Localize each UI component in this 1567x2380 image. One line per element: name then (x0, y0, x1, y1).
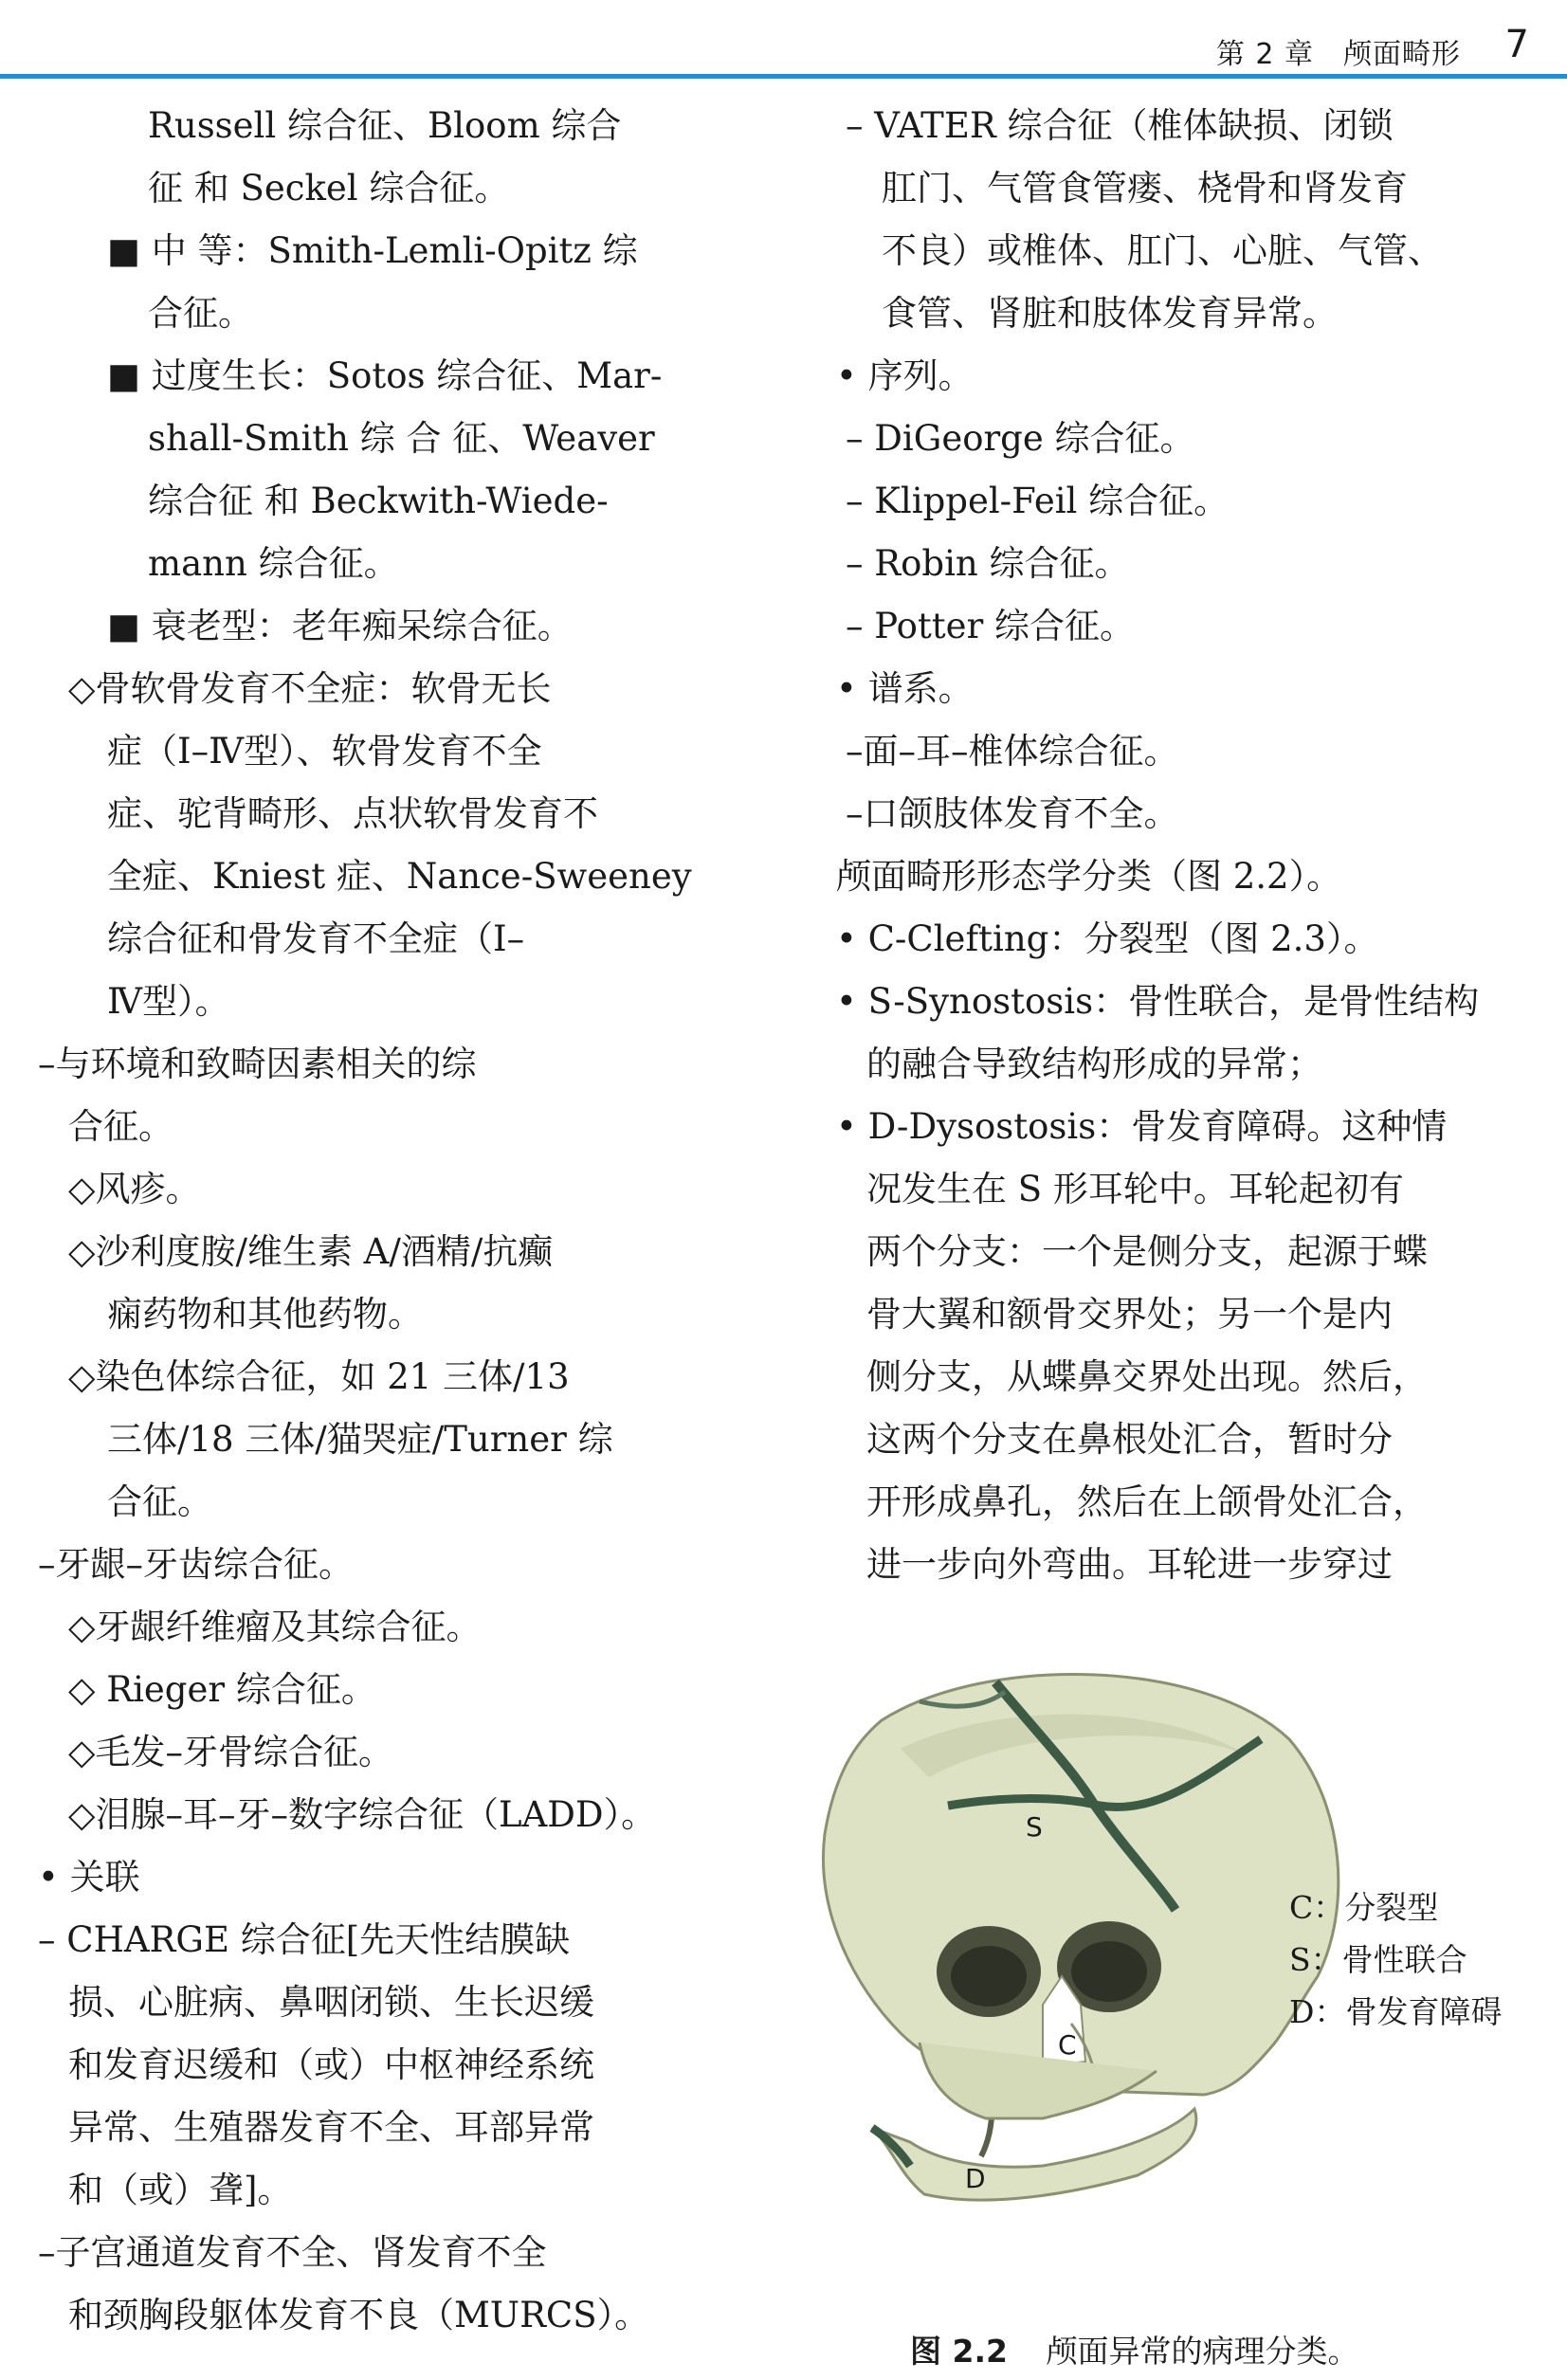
text-line: 合征。 (107, 1481, 212, 1522)
marker-s: S (1026, 1811, 1043, 1843)
right-column (836, 95, 1533, 1596)
text-line: –牙龈–牙齿综合征。 (38, 1544, 354, 1585)
text-line: 这两个分支在鼻根处汇合，暂时分 (866, 1419, 1393, 1460)
text-line: 综合征 和 Beckwith-Wiede- (148, 481, 609, 521)
text-line: 痫药物和其他药物。 (107, 1294, 423, 1335)
text-line: 骨大翼和额骨交界处；另一个是内 (866, 1294, 1393, 1335)
text-line: 侧分支，从蝶鼻交界处出现。然后， (866, 1356, 1428, 1397)
text-line: 综合征和骨发育不全症（Ⅰ– (107, 918, 525, 959)
text-line: 和颈胸段躯体发育不良（MURCS）。 (68, 2295, 650, 2335)
text-line: • S-Synostosis：骨性联合，是骨性结构 (836, 981, 1480, 1022)
text-line: 损、心脏病、鼻咽闭锁、生长迟缓 (68, 1982, 594, 2023)
text-line: ◇染色体综合征，如 21 三体/13 (68, 1356, 570, 1397)
page-header (0, 19, 1567, 80)
text-line: 三体/18 三体/猫哭症/Turner 综 (107, 1419, 613, 1460)
text-line: 不良）或椎体、肛门、心脏、气管、 (882, 230, 1443, 271)
text-line: –面–耳–椎体综合征。 (846, 731, 1179, 772)
text-line: ◇牙龈纤维瘤及其综合征。 (68, 1607, 482, 1647)
text-line: • C-Clefting：分裂型（图 2.3）。 (836, 918, 1379, 959)
left-column (38, 95, 711, 2347)
text-line: –子宫通道发育不全、肾发育不全 (38, 2232, 547, 2273)
text-line: • 关联 (38, 1857, 140, 1898)
text-line: 和（或）聋]。 (68, 2170, 293, 2210)
chapter-title: 第 2 章 颅面畸形 (1215, 38, 1461, 71)
text-line: 和发育迟缓和（或）中枢神经系统 (68, 2044, 594, 2085)
text-line: 的融合导致结构形成的异常； (866, 1044, 1322, 1084)
text-line: – CHARGE 综合征[先天性结膜缺 (38, 1919, 571, 1960)
text-line: – Robin 综合征。 (846, 543, 1130, 584)
text-line: –口颌肢体发育不全。 (846, 793, 1179, 834)
text-line: Russell 综合征、Bloom 综合 (148, 105, 622, 146)
text-line: mann 综合征。 (148, 543, 399, 584)
text-line: ◇沙利度胺/维生素 A/酒精/抗癫 (68, 1231, 554, 1272)
figure-caption (910, 2327, 1358, 2371)
text-line: Ⅳ型）。 (107, 981, 230, 1022)
text-line: 合征。 (68, 1106, 173, 1147)
text-line: ◇泪腺–耳–牙–数字综合征（LADD）。 (68, 1794, 657, 1835)
text-line: –与环境和致畸因素相关的综 (38, 1044, 477, 1084)
mandible-shape (872, 2109, 1196, 2200)
text-line: – VATER 综合征（椎体缺损、闭锁 (846, 105, 1394, 146)
legend-item-s: S：骨性联合 (1289, 1941, 1467, 1978)
text-line: ■ 中 等：Smith-Lemli-Opitz 综 (107, 230, 638, 271)
text-line: ◇ Rieger 综合征。 (68, 1669, 376, 1710)
text-line: 全症、Kniest 症、Nance-Sweeney (107, 856, 692, 897)
text-line: 进一步向外弯曲。耳轮进一步穿过 (866, 1544, 1393, 1585)
text-line: 两个分支：一个是侧分支，起源于蝶 (866, 1231, 1428, 1272)
text-line: shall-Smith 综 合 征、Weaver (148, 418, 655, 459)
text-line: – DiGeorge 综合征。 (846, 418, 1195, 459)
text-line: ◇风疹。 (68, 1169, 201, 1209)
figure-label: 图 2.2 (910, 2333, 1008, 2370)
marker-d: D (965, 2163, 986, 2194)
text-line: ■ 过度生长：Sotos 综合征、Mar- (107, 355, 663, 396)
legend-item-d: D：骨发育障碍 (1289, 1993, 1503, 2030)
text-line: 症、驼背畸形、点状软骨发育不 (107, 793, 598, 834)
page-number: 7 (1504, 23, 1529, 66)
text-line: – Klippel-Feil 综合征。 (846, 481, 1230, 521)
text-line: – Potter 综合征。 (846, 606, 1136, 646)
text-line: • D-Dysostosis：骨发育障碍。这种情 (836, 1106, 1448, 1147)
text-line: • 谱系。 (836, 668, 974, 709)
text-line: 况发生在 S 形耳轮中。耳轮起初有 (866, 1169, 1404, 1209)
header-rule (0, 74, 1567, 79)
text-line: 肛门、气管食管瘘、桡骨和肾发育 (882, 168, 1408, 209)
marker-c: C (1058, 2029, 1077, 2061)
text-line: • 序列。 (836, 355, 974, 396)
text-line: 食管、肾脏和肢体发育异常。 (882, 293, 1338, 334)
text-line: ■ 衰老型：老年痴呆综合征。 (107, 606, 573, 646)
text-line: 开形成鼻孔，然后在上颌骨处汇合， (866, 1481, 1428, 1522)
figure-legend (1289, 1881, 1502, 2038)
text-line: 异常、生殖器发育不全、耳部异常 (68, 2107, 594, 2148)
text-line: 症（Ⅰ–Ⅳ型）、软骨发育不全 (107, 731, 542, 772)
text-line: 合征。 (148, 293, 253, 334)
text-line: ◇骨软骨发育不全症：软骨无长 (68, 668, 552, 709)
text-line: 征 和 Seckel 综合征。 (148, 168, 510, 209)
caption-text: 颅面异常的病理分类。 (1046, 2333, 1359, 2370)
legend-item-c: C：分裂型 (1289, 1889, 1439, 1926)
text-line: 颅面畸形形态学分类（图 2.2）。 (836, 856, 1342, 897)
text-line: ◇毛发–牙骨综合征。 (68, 1732, 393, 1772)
